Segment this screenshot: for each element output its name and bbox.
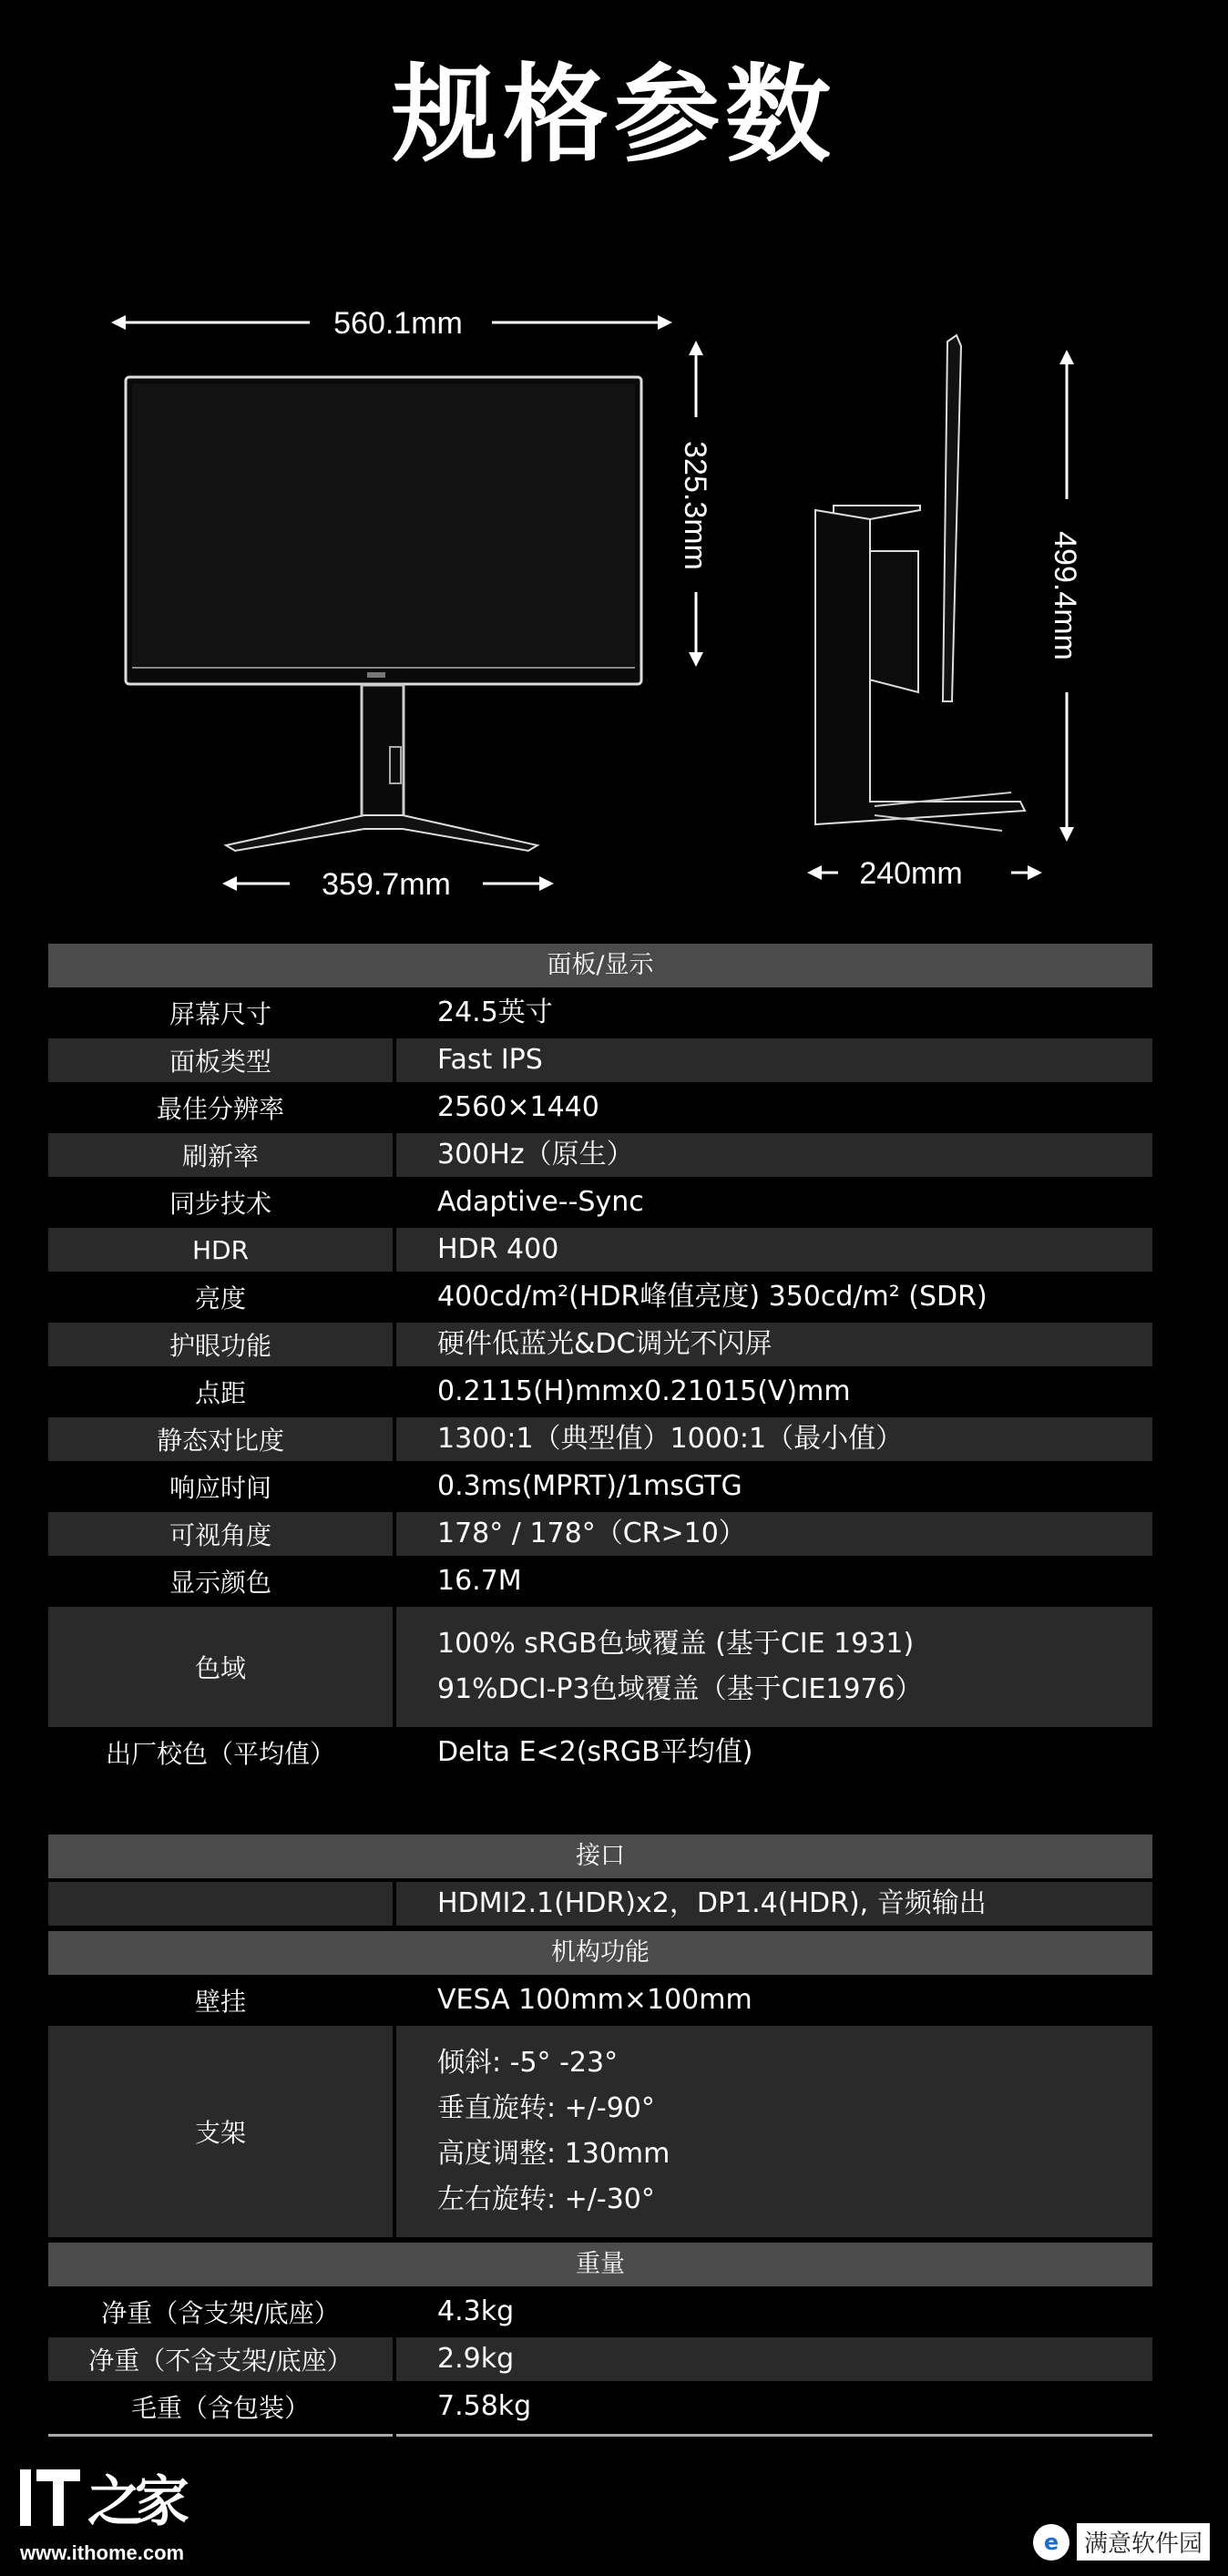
svg-text:家: 家 bbox=[135, 2470, 189, 2534]
spec-label: 静态对比度 bbox=[48, 1417, 393, 1461]
spec-row bbox=[48, 991, 1152, 1035]
spec-value-line: 2560×1440 bbox=[437, 1091, 599, 1123]
spec-value-line: 400cd/m²(HDR峰值亮度) 350cd/m² (SDR) bbox=[437, 1281, 988, 1313]
total-height-label: 499.4mm bbox=[1048, 531, 1082, 660]
spec-value bbox=[396, 1086, 1152, 1130]
spec-row bbox=[48, 2337, 1152, 2381]
spec-row bbox=[48, 1978, 1152, 2022]
spec-value-line: 4.3kg bbox=[437, 2295, 515, 2327]
spec-value-line: 100% sRGB色域覆盖 (基于CIE 1931) bbox=[437, 1628, 915, 1660]
spec-value bbox=[396, 1228, 1152, 1272]
spec-value-line: HDR 400 bbox=[437, 1233, 559, 1265]
spec-value-line: 硬件低蓝光&DC调光不闪屏 bbox=[437, 1328, 773, 1360]
page-title: 规格参数 bbox=[392, 54, 836, 177]
spec-row bbox=[48, 1038, 1152, 1082]
spec-row bbox=[48, 2385, 1152, 2428]
spec-value bbox=[396, 1465, 1152, 1508]
spec-value bbox=[396, 1882, 1152, 1926]
spec-label: 壁挂 bbox=[194, 1987, 246, 2017]
width-dimension bbox=[111, 306, 672, 341]
spec-value bbox=[396, 2026, 1152, 2237]
spec-value bbox=[396, 1133, 1152, 1177]
spec-label: 面板类型 bbox=[48, 1038, 393, 1082]
spec-row bbox=[48, 1086, 1152, 1130]
spec-label bbox=[48, 1882, 393, 1926]
spec-value bbox=[396, 1038, 1152, 1082]
watermark-icon: e bbox=[1033, 2524, 1069, 2561]
spec-row bbox=[48, 1512, 1152, 1556]
monitor-dimension-diagram bbox=[0, 301, 1228, 938]
depth-label: 240mm bbox=[859, 856, 963, 891]
spec-label: 支架 bbox=[48, 2026, 393, 2237]
spec-value-line: 高度调整: 130mm bbox=[437, 2138, 670, 2170]
spec-value-line: Adaptive--Sync bbox=[437, 1186, 644, 1218]
spec-value bbox=[396, 991, 1152, 1035]
spec-value-line: 16.7M bbox=[437, 1565, 522, 1597]
spec-value-line: 2.9kg bbox=[437, 2343, 515, 2375]
spec-value bbox=[396, 1512, 1152, 1556]
spec-value-line: 倾斜: -5° -23° bbox=[437, 2047, 619, 2079]
spec-value-line: 左右旋转: +/-30° bbox=[437, 2183, 655, 2215]
spec-value bbox=[396, 1559, 1152, 1603]
spec-row bbox=[48, 1228, 1152, 1272]
spec-label: 响应时间 bbox=[169, 1473, 271, 1503]
depth-dimension bbox=[807, 856, 1042, 891]
section-header: 接口 bbox=[48, 1835, 1152, 1878]
spec-label: 屏幕尺寸 bbox=[169, 999, 271, 1029]
spec-label: HDR bbox=[48, 1228, 393, 1272]
table-bottom-rule bbox=[48, 2434, 1152, 2437]
spec-value-line: 垂直旋转: +/-90° bbox=[437, 2092, 655, 2124]
screen-height-dimension bbox=[678, 341, 712, 667]
spec-label: 毛重（含包装） bbox=[130, 2393, 310, 2423]
total-height-dimension bbox=[1048, 350, 1082, 842]
spec-value bbox=[396, 1417, 1152, 1461]
spec-row bbox=[48, 1275, 1152, 1319]
spec-row bbox=[48, 1133, 1152, 1177]
spec-value-line: 178° / 178°（CR>10） bbox=[437, 1518, 746, 1549]
spec-label: 最佳分辨率 bbox=[156, 1094, 284, 1124]
spec-label: 出厂校色（平均值） bbox=[105, 1739, 335, 1769]
spec-value bbox=[396, 1370, 1152, 1414]
spec-value bbox=[396, 1607, 1152, 1727]
monitor-side-view bbox=[815, 335, 1025, 831]
spec-row bbox=[48, 2290, 1152, 2334]
spec-value-line: 91%DCI-P3色域覆盖（基于CIE1976） bbox=[437, 1673, 923, 1705]
base-width-label: 359.7mm bbox=[322, 867, 451, 902]
spec-value bbox=[396, 1181, 1152, 1224]
spec-label: 护眼功能 bbox=[48, 1323, 393, 1366]
spec-label: 可视角度 bbox=[48, 1512, 393, 1556]
spec-value bbox=[396, 2385, 1152, 2428]
spec-value bbox=[396, 1323, 1152, 1366]
watermark bbox=[1033, 2523, 1210, 2561]
spec-value-line: 1300:1（典型值）1000:1（最小值） bbox=[437, 1423, 904, 1455]
spec-row bbox=[48, 1181, 1152, 1224]
spec-value-line: 300Hz（原生） bbox=[437, 1139, 634, 1170]
spec-label: 同步技术 bbox=[169, 1189, 271, 1219]
monitor-front-view bbox=[126, 377, 641, 851]
spec-row bbox=[48, 1370, 1152, 1414]
section-header: 重量 bbox=[48, 2243, 1152, 2286]
svg-text:之: 之 bbox=[87, 2470, 142, 2534]
section-header: 面板/显示 bbox=[48, 944, 1152, 987]
ithome-logo-icon bbox=[18, 2464, 191, 2537]
spec-value-line: HDMI2.1(HDR)x2，DP1.4(HDR), 音频输出 bbox=[437, 1887, 987, 1919]
spec-value-line: VESA 100mm×100mm bbox=[437, 1984, 752, 2016]
spec-value-line: 7.58kg bbox=[437, 2390, 532, 2422]
spec-value-line: Delta E<2(sRGB平均值) bbox=[437, 1736, 753, 1768]
spec-value bbox=[396, 2337, 1152, 2381]
spec-value bbox=[396, 2290, 1152, 2334]
spec-value bbox=[396, 1731, 1152, 1774]
spec-label: 点距 bbox=[194, 1378, 246, 1408]
spec-label: 色域 bbox=[48, 1607, 393, 1727]
spec-value bbox=[396, 1275, 1152, 1319]
spec-value-line: 24.5英寸 bbox=[437, 997, 553, 1028]
spec-row bbox=[48, 1323, 1152, 1366]
spec-label: 亮度 bbox=[194, 1283, 246, 1314]
ithome-url: www.ithome.com bbox=[20, 2541, 185, 2564]
section-header: 机构功能 bbox=[48, 1931, 1152, 1975]
spec-value-line: 0.2115(H)mmx0.21015(V)mm bbox=[437, 1375, 851, 1407]
spec-row bbox=[48, 1882, 1152, 1926]
width-label: 560.1mm bbox=[333, 306, 463, 341]
spec-value-line: Fast IPS bbox=[437, 1044, 543, 1076]
spec-label: 显示颜色 bbox=[169, 1568, 271, 1598]
watermark-text: 满意软件园 bbox=[1077, 2523, 1210, 2561]
spec-label: 净重（含支架/底座） bbox=[101, 2298, 340, 2328]
spec-row bbox=[48, 1731, 1152, 1774]
spec-row bbox=[48, 1465, 1152, 1508]
spec-row bbox=[48, 1607, 1152, 1727]
spec-row bbox=[48, 2026, 1152, 2237]
spec-label: 净重（不含支架/底座） bbox=[48, 2337, 393, 2381]
spec-label: 刷新率 bbox=[48, 1133, 393, 1177]
spec-row bbox=[48, 1559, 1152, 1603]
spec-row bbox=[48, 1417, 1152, 1461]
spec-value bbox=[396, 1978, 1152, 2022]
spec-value-line: 0.3ms(MPRT)/1msGTG bbox=[437, 1470, 742, 1502]
screen-height-label: 325.3mm bbox=[678, 441, 712, 570]
spec-tables bbox=[48, 944, 1152, 2437]
base-width-dimension bbox=[222, 867, 554, 902]
